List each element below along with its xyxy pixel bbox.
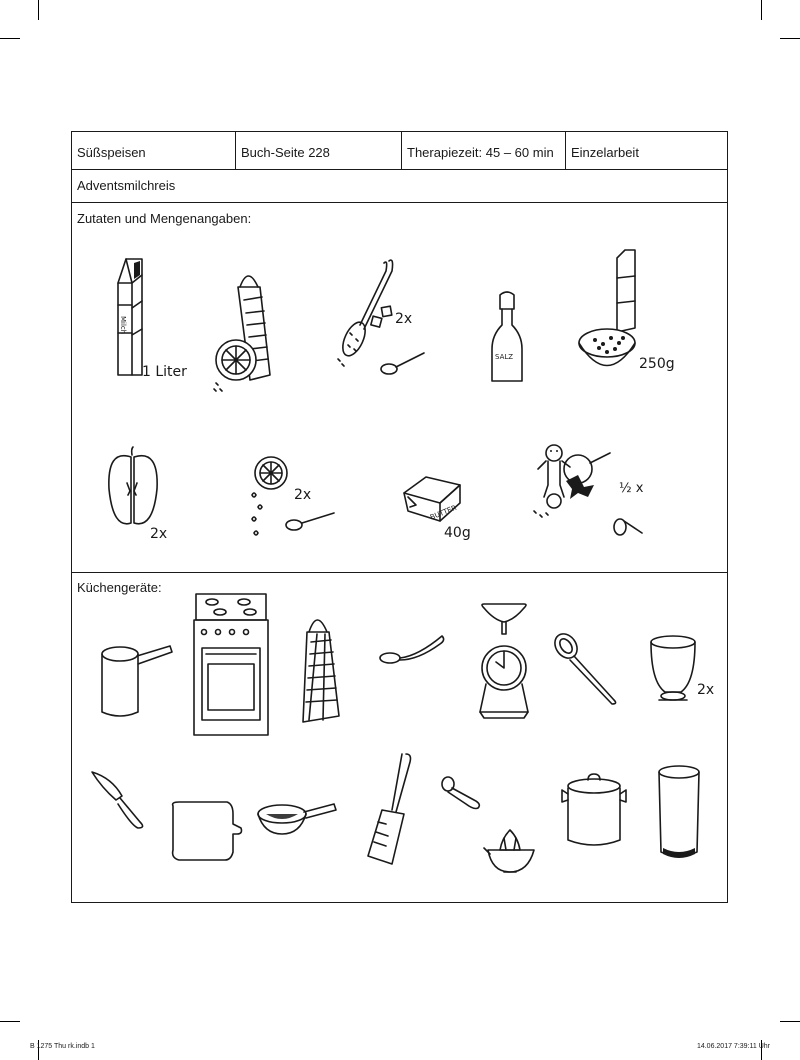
header-row (72, 132, 727, 170)
ingredient-qty: 2x (395, 311, 413, 327)
cutting-board-icon (169, 800, 244, 862)
rice-bowl-icon (577, 248, 645, 373)
ingredient-qty: 1 Liter (142, 364, 187, 380)
milk-carton-icon (112, 253, 152, 378)
recipe-sheet (71, 131, 728, 903)
cooking-pot-icon (560, 774, 628, 849)
spatula-icon (364, 752, 419, 867)
teaspoon-icon (378, 630, 448, 670)
crop-mark (780, 38, 800, 39)
crop-mark (780, 1021, 800, 1022)
svg-text:SALZ: SALZ (495, 353, 514, 361)
frying-pan-icon (256, 800, 338, 842)
book-page-cell: Buch-Seite 228 (235, 132, 401, 169)
kitchen-scale-icon (476, 600, 532, 725)
crop-mark (0, 38, 20, 39)
category-cell: Süßspeisen (77, 145, 146, 160)
wooden-spoon-icon (552, 632, 622, 707)
ingredient-qty: 2x (294, 487, 312, 503)
tools-label: Küchengeräte: (77, 580, 162, 595)
knife-icon (90, 770, 152, 832)
apple-halves-icon (107, 449, 162, 529)
measuring-cup-icon (655, 764, 705, 862)
stove-oven-icon (192, 592, 270, 737)
crop-mark (0, 1021, 20, 1022)
crop-mark (38, 0, 39, 20)
ingredient-qty: ½ x (619, 481, 644, 496)
citrus-press-icon (482, 828, 538, 878)
ingredient-qty: 2x (150, 526, 168, 542)
lemon-grater-icon (212, 265, 282, 395)
ingredient-qty: 250g (639, 356, 675, 372)
footer-timestamp: 14.06.2017 7:39:11 Uhr (696, 1043, 770, 1050)
ingredients-section (72, 203, 727, 573)
ingredient-qty: 40g (444, 525, 471, 541)
work-mode-cell: Einzelarbeit (565, 132, 727, 169)
svg-text:Milch: Milch (119, 316, 127, 335)
saucepan-icon (100, 642, 175, 720)
peeler-icon (440, 776, 485, 812)
recipe-title: Adventsmilchreis (72, 169, 727, 203)
footer-file-info: B 1275 Thu rk.indb 1 (30, 1043, 95, 1050)
salt-bottle-icon (490, 291, 524, 383)
grater-icon (297, 612, 342, 724)
therapy-time-cell: Therapiezeit: 45 – 60 min (401, 132, 565, 169)
sugar-spoon-icon (334, 259, 434, 374)
mixing-bowl-icon (649, 634, 699, 706)
crop-mark (761, 0, 762, 20)
ingredients-label: Zutaten und Mengenangaben: (77, 211, 252, 226)
tool-qty: 2x (697, 682, 715, 698)
tools-section (72, 572, 727, 902)
butter-block-icon (402, 473, 464, 525)
svg-text:BUTTER: BUTTER (429, 503, 458, 522)
